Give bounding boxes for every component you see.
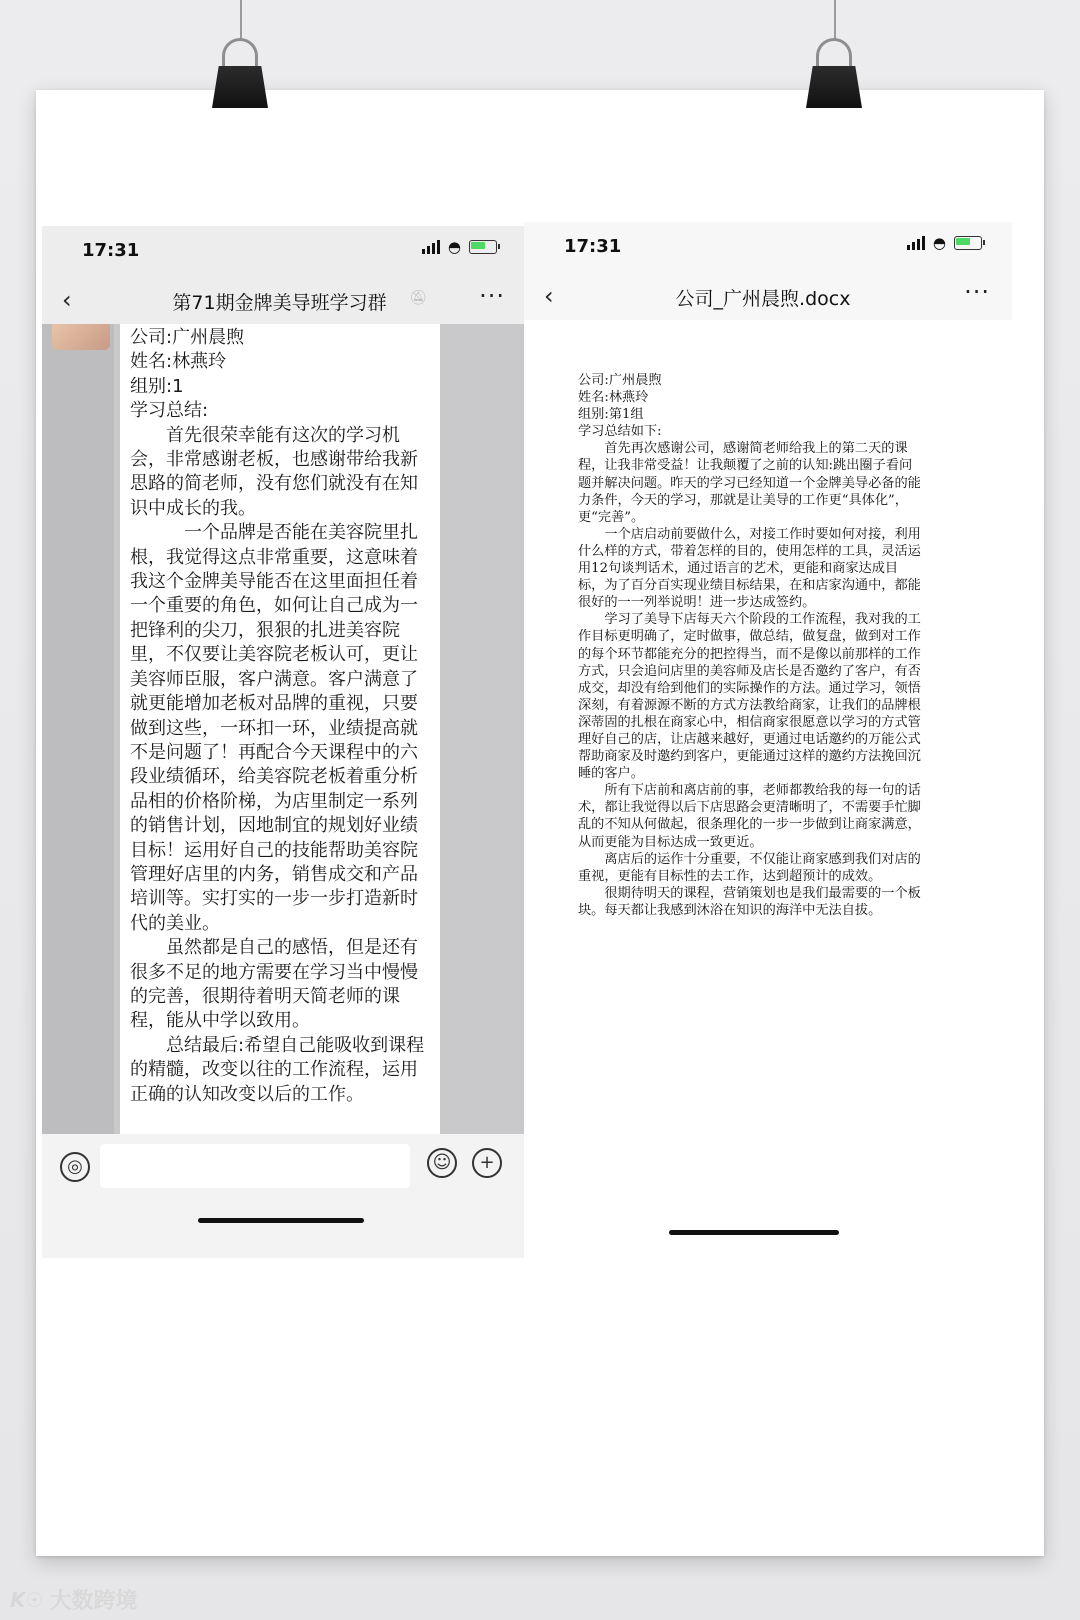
- battery-icon: [469, 240, 497, 254]
- message-bubble[interactable]: 公司:广州晨煦 姓名:林燕玲 组别:1 学习总结: 首先很荣幸能有这次的学习机会，非常感谢老板，也感谢带给我新思路的简老师，没有您们就没有在知识中成长的我。 一个品牌是否能在美容院里扎根，我觉得这点非常重要，这意味着我这个金牌美导能否在这里面担任着一个重要的角色，如何让自己成为一把锋利的尖刀，狠狠的扎进美容院里，不仅要让美容院老板认可，更让美容师臣服，客户满意。客户满意了就更能增加老板对品牌的重视，只要做到这些，一环扣一环，业绩提高就不是问题了！再配合今天课程中的六段业绩循环，给美容院老板着重分析品相的价格阶梯，为店里制定一系列的销售计划，因地制宜的规划好业绩目标！运用好自己的技能帮助美容院管理好店里的内务，销售成交和产品培训等。实打实的一步一步打造新时代的美业。 虽然都是自己的感悟，但是还有很多不足的地方需要在学习当中慢慢的完善，很期待着明天简老师的课程，能从中学以致用。 总结最后:希望自己能吸收到课程的精髓，改变以往的工作流程，运用正确的认知改变以后的工作。: [120, 324, 440, 1134]
- chat-navbar: [42, 276, 527, 324]
- document-body: 公司:广州晨煦 姓名:林燕玲 组别:第1组 学习总结如下: 首先再次感谢公司，感谢简老师给我上的第二天的课程，让我非常受益！让我颠覆了之前的认知:跳出圈子看问题并解决问题。昨天的学习已经知道一个金牌美导必备的能力条件，今天的学习，那就是让美导的工作更“具体化”，更“完善”。 一个店启动前要做什么，对接工作时要如何对接，利用什么样的方式，带着怎样的目的，使用怎样的工具，灵活运用12句谈判话术，通过语言的艺术，更能和商家达成目标，为了百分百实现业绩目标结果，在和店家沟通中，都能很好的一一列举说明！进一步达成签约。 学习了美导下店每天六个阶段的工作流程，我对我的工作目标更明确了，定时做事，做总结，做复盘，做到对工作的每个环节都能充分的把控得当，而不是像以前那样的工作方式，只会追问店里的美容师及店长是否邀约了客户，有否成交，却没有给到他们的实际操作的方法。通过学习，领悟深刻，有着源源不断的方式方法教给商家，让我们的品牌根深蒂固的扎根在商家心中，相信商家很愿意以学习的方式管理好自己的店，让店越来越好，更通过电话邀约的万能公式帮助商家及时邀约到客户，更能通过这样的邀约方法挽回沉睡的客户。 所有下店前和离店前的事，老师都教给我的每一句的话术，都让我觉得以后下店思路会更清晰明了，不需要手忙脚乱的不知从何做起，很条理化的一步一步做到让商家满意，从而更能为目标达成一致更近。 离店后的运作十分重要，不仅能让商家感到我们对店的重视，更能有目标性的去工作，达到超预计的成效。 很期待明天的课程，营销策划也是我们最需要的一个板块。每天都让我感到沐浴在知识的海洋中无法自拔。: [578, 373, 921, 918]
- watermark: [10, 1584, 137, 1615]
- watermark-logo-icon: K☉: [10, 1587, 44, 1612]
- status-time: 17:31: [82, 240, 140, 261]
- chat-messages[interactable]: [42, 324, 527, 1134]
- home-indicator[interactable]: [198, 1218, 364, 1223]
- chat-screenshot: [42, 226, 527, 1258]
- binder-clip-right: [806, 38, 862, 108]
- status-bar: [42, 226, 527, 276]
- message-input[interactable]: [100, 1144, 410, 1188]
- hanging-string-right: [834, 0, 836, 40]
- binder-clip-left: [212, 38, 268, 108]
- status-time: 17:31: [564, 236, 622, 257]
- more-dots-icon[interactable]: ···: [964, 278, 990, 306]
- document-title: 公司_广州晨煦.docx: [675, 288, 851, 310]
- wifi-icon: ◓: [932, 234, 946, 252]
- battery-icon: [954, 236, 982, 250]
- signal-icon: [422, 240, 440, 254]
- wifi-icon: ◓: [447, 238, 461, 256]
- mute-icon: 🔕︎: [409, 290, 427, 306]
- document-navbar: [524, 272, 1012, 320]
- watermark-text: 大数跨境: [49, 1589, 138, 1614]
- chevron-left-icon[interactable]: ‹: [62, 286, 72, 314]
- chat-input-bar: [42, 1134, 527, 1258]
- chat-title: 第71期金牌美导班学习群: [172, 292, 387, 314]
- home-indicator[interactable]: [669, 1230, 839, 1235]
- avatar[interactable]: [52, 324, 110, 350]
- chevron-left-icon[interactable]: ‹: [544, 282, 554, 310]
- plus-icon[interactable]: +: [472, 1148, 502, 1178]
- emoji-icon[interactable]: ☺: [427, 1148, 457, 1178]
- document-screenshot: [524, 222, 1012, 1282]
- more-dots-icon[interactable]: ···: [479, 282, 505, 310]
- voice-icon[interactable]: ◎: [60, 1152, 90, 1182]
- status-bar: [524, 222, 1012, 272]
- signal-icon: [907, 236, 925, 250]
- hanging-string-left: [240, 0, 242, 40]
